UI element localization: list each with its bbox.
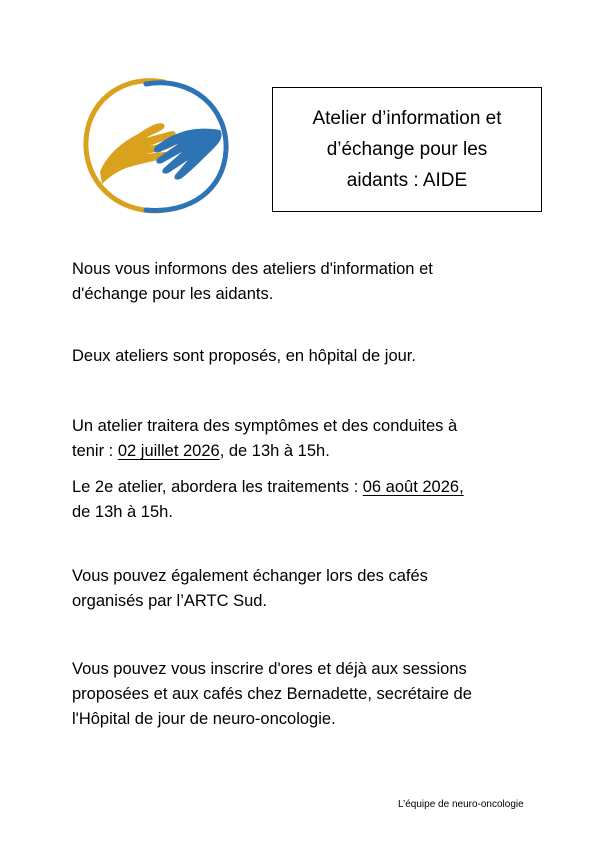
paragraph-intro bbox=[72, 257, 433, 307]
paragraph-line bbox=[72, 439, 457, 464]
paragraph-line: Nous vous informons des ateliers d'information et bbox=[72, 260, 433, 278]
page-title-line-3: aidants : AIDE bbox=[346, 170, 468, 191]
paragraph-line bbox=[72, 475, 464, 500]
paragraph-line: proposées et aux cafés chez Bernadette, secrétaire de bbox=[72, 685, 472, 703]
paragraph-second-workshop bbox=[72, 475, 464, 525]
paragraph-line: Deux ateliers sont proposés, en hôpital de jour. bbox=[72, 347, 416, 365]
two-reaching-hands-icon bbox=[72, 72, 237, 220]
paragraph-cafes bbox=[72, 564, 428, 614]
first-workshop-date: 02 juillet 2026 bbox=[117, 442, 220, 460]
paragraph-line: de 13h à 15h. bbox=[72, 503, 173, 521]
paragraph-line: Un atelier traitera des symptômes et des conduites à bbox=[72, 417, 458, 435]
second-workshop-date: 06 août 2026, bbox=[362, 478, 464, 496]
paragraph-line: d'échange pour les aidants. bbox=[72, 285, 274, 303]
title-box bbox=[272, 87, 542, 212]
paragraph-workshops bbox=[72, 344, 416, 369]
paragraph-registration bbox=[72, 657, 472, 732]
page-title-line-1: Atelier d’information et bbox=[312, 108, 502, 129]
logo bbox=[72, 72, 237, 220]
page-title-line-2: d’échange pour les bbox=[326, 139, 488, 160]
text-segment: tenir : bbox=[72, 442, 118, 460]
paragraph-line: l'Hôpital de jour de neuro-oncologie. bbox=[72, 710, 336, 728]
paragraph-line: Vous pouvez également échanger lors des cafés bbox=[72, 567, 428, 585]
paragraph-line: Vous pouvez vous inscrire d'ores et déjà aux sessions bbox=[72, 660, 467, 678]
paragraph-line: organisés par l’ARTC Sud. bbox=[72, 592, 268, 610]
signature: L’équipe de neuro-oncologie bbox=[398, 799, 524, 810]
text-segment: Le 2e atelier, abordera les traitements : bbox=[72, 478, 363, 496]
paragraph-first-workshop bbox=[72, 414, 457, 464]
text-segment: , de 13h à 15h. bbox=[219, 442, 330, 460]
